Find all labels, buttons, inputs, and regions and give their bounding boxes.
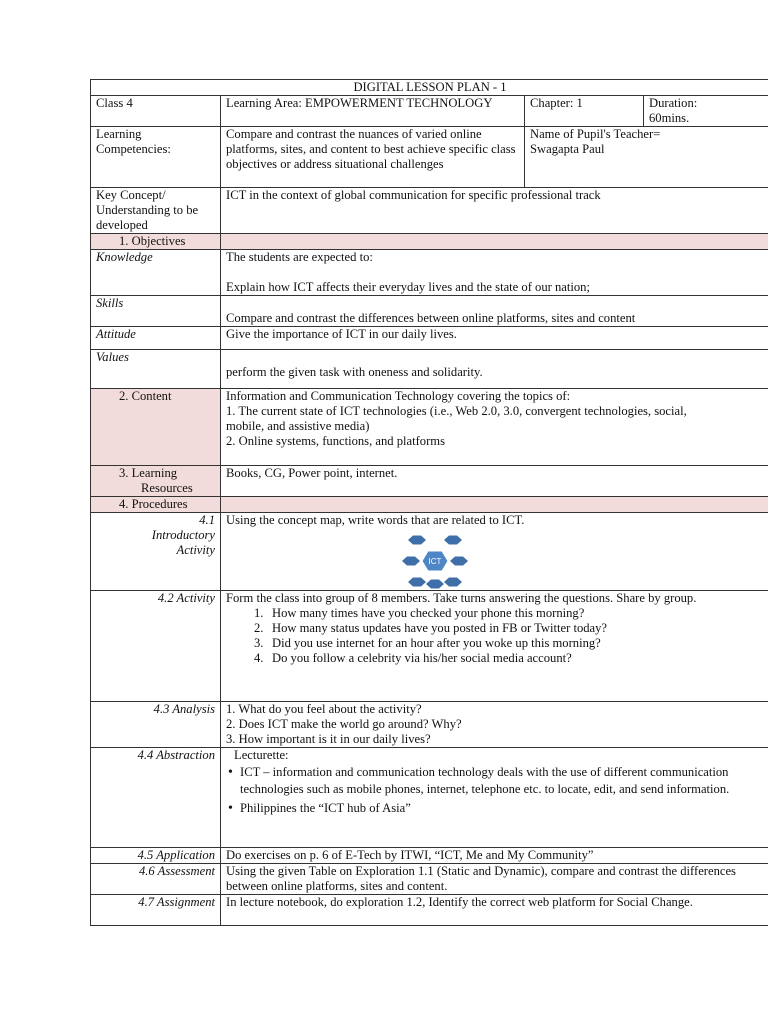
knowledge-cell xyxy=(221,250,768,296)
attitude-label: Attitude xyxy=(91,327,221,350)
skills-cell xyxy=(221,296,768,327)
concept-center-label: ICT xyxy=(428,557,442,566)
concept-node-bottom xyxy=(426,580,444,589)
values-text: perform the given task with oneness and solidarity. xyxy=(226,365,483,379)
application-label: 4.5 Application xyxy=(91,848,221,864)
resources-text: Books, CG, Power point, internet. xyxy=(221,466,768,497)
analysis-line: 2. Does ICT make the world go around? Why? xyxy=(226,717,462,731)
teacher-name: Swagapta Paul xyxy=(530,142,605,156)
skills-label: Skills xyxy=(91,296,221,327)
activity-cell xyxy=(221,591,768,702)
knowledge-line-1: The students are expected to: xyxy=(226,250,373,264)
analysis-line: 1. What do you feel about the activity? xyxy=(226,702,422,716)
resources-label-2: Resources xyxy=(141,481,193,495)
competencies-text: Compare and contrast the nuances of varied online platforms, sites, and content to best achieve specific class objectives or address situational challenges xyxy=(221,127,525,188)
application-text: Do exercises on p. 6 of E-Tech by ITWI, “ICT, Me and My Community” xyxy=(221,848,768,864)
activity-question: 3. Did you use internet for an hour after you woke up this morning? xyxy=(254,636,601,650)
assignment-label: 4.7 Assignment xyxy=(91,895,221,926)
objectives-heading-fill xyxy=(221,234,768,250)
duration-cell xyxy=(644,96,768,127)
analysis-line: 3. How important is it in our daily lives? xyxy=(226,732,431,746)
abstraction-bullet: • Philippines the “ICT hub of Asia” xyxy=(240,800,764,817)
lesson-plan-table xyxy=(90,79,768,926)
abstraction-bullets xyxy=(226,764,764,817)
objectives-heading: 1. Objectives xyxy=(91,234,221,250)
intro-label xyxy=(91,513,221,591)
concept-node-left xyxy=(402,557,420,566)
activity-question: 1. How many times have you checked your phone this morning? xyxy=(254,606,585,620)
teacher-label: Name of Pupil's Teacher= xyxy=(530,127,661,141)
content-label: 2. Content xyxy=(91,389,221,466)
skills-text: Compare and contrast the differences between online platforms, sites and content xyxy=(226,311,636,325)
analysis-label: 4.3 Analysis xyxy=(91,702,221,748)
assessment-text: Using the given Table on Exploration 1.1 (Static and Dynamic), compare and contrast the differences between online platforms, sites and content. xyxy=(221,864,768,895)
content-line-3: mobile, and assistive media) xyxy=(226,419,370,433)
intro-label-3: Activity xyxy=(176,543,215,557)
procedures-heading: 4. Procedures xyxy=(91,497,221,513)
duration-value: 60mins. xyxy=(649,111,690,125)
resources-label xyxy=(91,466,221,497)
activity-questions xyxy=(226,606,764,666)
values-cell xyxy=(221,350,768,389)
learning-area-cell: Learning Area: EMPOWERMENT TECHNOLOGY xyxy=(221,96,525,127)
concept-node-bottom-left xyxy=(408,578,426,587)
activity-text: Form the class into group of 8 members. Take turns answering the questions. Share by group. xyxy=(226,591,697,605)
activity-question: 2. How many status updates have you posted in FB or Twitter today? xyxy=(254,621,608,635)
activity-label: 4.2 Activity xyxy=(91,591,221,702)
abstraction-bullet: • ICT – information and communication technology deals with the use of different communication technologies such as mobile phones, internet, telephone etc. to locate, edit, and send information. xyxy=(240,764,764,798)
concept-node-top-right xyxy=(444,536,462,545)
chapter-cell: Chapter: 1 xyxy=(525,96,644,127)
concept-node-right xyxy=(450,557,468,566)
lecturette-title: Lecturette: xyxy=(234,748,289,762)
intro-cell xyxy=(221,513,768,591)
content-line-2: 1. The current state of ICT technologies (i.e., Web 2.0, 3.0, convergent technologies, social, xyxy=(226,404,687,418)
key-concept-text: ICT in the context of global communication for specific professional track xyxy=(221,188,768,234)
concept-node-top-left xyxy=(408,536,426,545)
assignment-text: In lecture notebook, do exploration 1.2, Identify the correct web platform for Social Change. xyxy=(221,895,768,926)
attitude-text: Give the importance of ICT in our daily lives. xyxy=(221,327,768,350)
intro-text: Using the concept map, write words that are related to ICT. xyxy=(226,513,525,527)
knowledge-line-2: Explain how ICT affects their everyday lives and the state of our nation; xyxy=(226,280,590,294)
ict-concept-map xyxy=(402,534,468,590)
assessment-label: 4.6 Assessment xyxy=(91,864,221,895)
content-line-1: Information and Communication Technology covering the topics of: xyxy=(226,389,571,403)
activity-question: 4. Do you follow a celebrity via his/her social media account? xyxy=(254,651,572,665)
content-cell xyxy=(221,389,768,466)
key-concept-label: Key Concept/ Understanding to be developed xyxy=(91,188,221,234)
intro-label-2: Introductory xyxy=(151,528,215,542)
resources-label-1: 3. Learning xyxy=(119,466,178,480)
procedures-heading-fill xyxy=(221,497,768,513)
competencies-label: Learning Competencies: xyxy=(91,127,221,188)
teacher-cell xyxy=(525,127,768,188)
duration-label: Duration: xyxy=(649,96,698,110)
content-line-4: 2. Online systems, functions, and platforms xyxy=(226,434,445,448)
abstraction-cell xyxy=(221,748,768,848)
page-title: DIGITAL LESSON PLAN - 1 xyxy=(91,80,768,96)
abstraction-label: 4.4 Abstraction xyxy=(91,748,221,848)
class-cell: Class 4 xyxy=(91,96,221,127)
knowledge-label: Knowledge xyxy=(91,250,221,296)
analysis-cell xyxy=(221,702,768,748)
concept-node-bottom-right xyxy=(444,578,462,587)
values-label: Values xyxy=(91,350,221,389)
intro-label-1: 4.1 xyxy=(199,513,215,527)
